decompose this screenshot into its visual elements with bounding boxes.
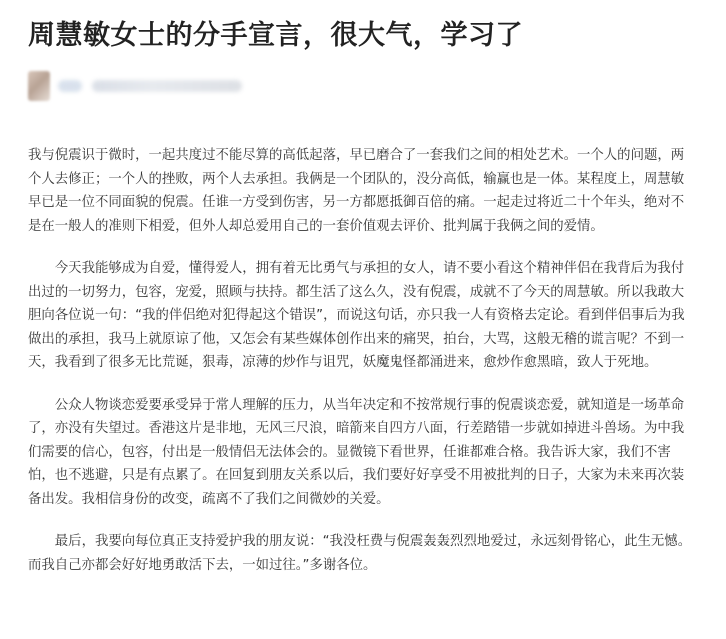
author-meta [28, 70, 696, 102]
paragraph-2: 今天我能够成为自爱，懂得爱人，拥有着无比勇气与承担的女人，请不要小看这个精神伴侣在我背后为我付出过的一切努力，包容，宠爱，照顾与扶持。都生活了这么久，没有倪震，成就不了今天的周慧敏。所以我敢大胆向各位说一句：“我的伴侣绝对犯得起这个错误”，而说这句话，亦只我一人有资格去定论。看到伴侣事后为我做出的承担，我马上就原谅了他，又怎会有某些媒体创作出来的痛哭，拍台，大骂，这般无稽的谎言呢？不到一天，我看到了很多无比荒诞，狠毒，凉薄的炒作与诅咒，妖魔鬼怪都涌进来，愈炒作愈黑暗，致人于死地。 [28, 261, 685, 370]
avatar [28, 71, 50, 101]
blurred-publish-info [92, 80, 242, 92]
paragraph-3: 公众人物谈恋爱要承受异于常人理解的压力，从当年决定和不按常规行事的倪震谈恋爱，就知道是一场革命了，亦没有失望过。香港这片是非地，无风三尺浪，暗箭来自四方八面，行差踏错一步就如掉进斗兽场。为中我们需要的信心，包容，付出是一般情侣无法体会的。显微镜下看世界，任谁都难合格。我告诉大家，我们不害怕，也不逃避，只是有点累了。在回复到朋友关系以后，我们要好好享受不用被批判的日子，大家为未来再次装备出发。我相信身份的改变，疏离不了我们之间微妙的关爱。 [28, 397, 685, 507]
article-body [28, 144, 696, 577]
paragraph-1: 我与倪震识于微时，一起共度过不能尽算的高低起落，早已磨合了一套我们之间的相处艺术。一个人的问题，两个人去修正；一个人的挫败，两个人去承担。我俩是一个团队的，没分高低，输赢也是一体。某程度上，周慧敏早已是一位不同面貌的倪震。任谁一方受到伤害，另一方都愿抵御百倍的痛。一起走过将近二十个年头，绝对不是在一般人的准则下相爱，但外人却总爱用自己的一套价值观去评价、批判属于我俩之间的爱情。 [28, 148, 685, 234]
blurred-author-name [58, 80, 82, 92]
paragraph-4: 最后，我要向每位真正支持爱护我的朋友说：“我没枉费与倪震轰轰烈烈地爱过，永远刻骨铭心，此生无憾。而我自己亦都会好好地勇敢活下去，一如过往。”多谢各位。 [28, 534, 692, 573]
article-title: 周慧敏女士的分手宣言，很大气，学习了 [28, 20, 523, 51]
